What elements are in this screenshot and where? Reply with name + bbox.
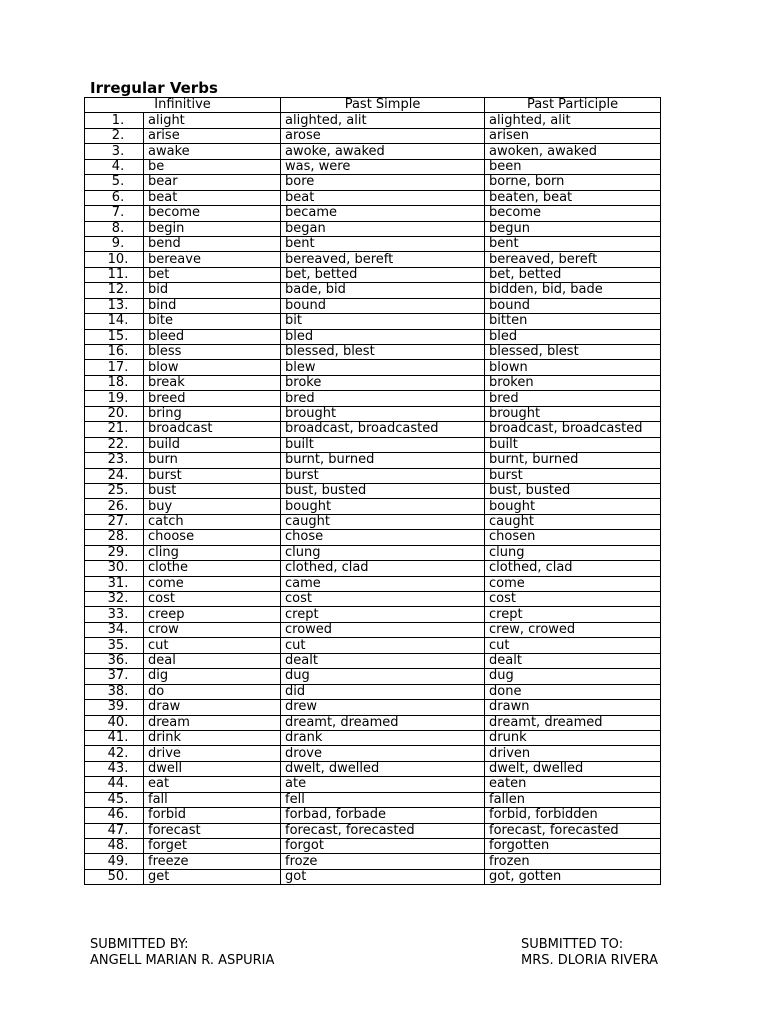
row-number: 7. [85, 206, 144, 221]
past-simple-cell: broke [281, 375, 485, 390]
row-number: 46. [85, 808, 144, 823]
table-row [85, 761, 661, 776]
past-simple-cell: got [281, 869, 485, 884]
column-header-past-participle: Past Participle [485, 98, 661, 113]
past-participle-cell: burnt, burned [485, 453, 661, 468]
row-number: 34. [85, 622, 144, 637]
table-row [85, 360, 661, 375]
row-number: 43. [85, 761, 144, 776]
past-simple-cell: crowed [281, 622, 485, 637]
infinitive-cell: forget [144, 839, 281, 854]
row-number: 23. [85, 453, 144, 468]
past-participle-cell: crew, crowed [485, 622, 661, 637]
past-simple-cell: bet, betted [281, 267, 485, 282]
submitted-to-label: SUBMITTED TO: [521, 937, 624, 952]
past-participle-cell: chosen [485, 530, 661, 545]
past-simple-cell: fell [281, 792, 485, 807]
table-row [85, 792, 661, 807]
row-number: 20. [85, 406, 144, 421]
table-row [85, 715, 661, 730]
past-simple-cell: froze [281, 854, 485, 869]
past-participle-cell: brought [485, 406, 661, 421]
infinitive-cell: arise [144, 128, 281, 143]
past-simple-cell: ate [281, 777, 485, 792]
row-number: 25. [85, 483, 144, 498]
row-number: 47. [85, 823, 144, 838]
infinitive-cell: bet [144, 267, 281, 282]
infinitive-cell: be [144, 159, 281, 174]
table-row [85, 700, 661, 715]
row-number: 11. [85, 267, 144, 282]
infinitive-cell: choose [144, 530, 281, 545]
infinitive-cell: buy [144, 499, 281, 514]
infinitive-cell: bust [144, 483, 281, 498]
irregular-verbs-table [84, 97, 661, 885]
row-number: 2. [85, 128, 144, 143]
table-row [85, 468, 661, 483]
row-number: 40. [85, 715, 144, 730]
past-simple-cell: drew [281, 700, 485, 715]
row-number: 26. [85, 499, 144, 514]
past-participle-cell: eaten [485, 777, 661, 792]
past-participle-cell: arisen [485, 128, 661, 143]
past-simple-cell: bereaved, bereft [281, 252, 485, 267]
past-participle-cell: got, gotten [485, 869, 661, 884]
table-row [85, 159, 661, 174]
infinitive-cell: bear [144, 175, 281, 190]
past-simple-cell: drank [281, 730, 485, 745]
infinitive-cell: become [144, 206, 281, 221]
infinitive-cell: breed [144, 391, 281, 406]
table-row [85, 730, 661, 745]
past-participle-cell: bust, busted [485, 483, 661, 498]
table-row [85, 437, 661, 452]
past-simple-cell: built [281, 437, 485, 452]
past-simple-cell: blew [281, 360, 485, 375]
past-simple-cell: bled [281, 329, 485, 344]
past-simple-cell: blessed, blest [281, 345, 485, 360]
column-header-infinitive: Infinitive [85, 98, 281, 113]
past-participle-cell: cost [485, 592, 661, 607]
table-row [85, 622, 661, 637]
row-number: 27. [85, 514, 144, 529]
past-simple-cell: dreamt, dreamed [281, 715, 485, 730]
past-simple-cell: brought [281, 406, 485, 421]
past-simple-cell: did [281, 684, 485, 699]
row-number: 37. [85, 669, 144, 684]
row-number: 9. [85, 236, 144, 251]
table-row [85, 561, 661, 576]
table-row [85, 283, 661, 298]
past-simple-cell: bade, bid [281, 283, 485, 298]
table-row [85, 777, 661, 792]
row-number: 21. [85, 422, 144, 437]
table-row [85, 128, 661, 143]
infinitive-cell: deal [144, 653, 281, 668]
past-participle-cell: dug [485, 669, 661, 684]
infinitive-cell: dwell [144, 761, 281, 776]
submitted-to-name: MRS. DLORIA RIVERA [521, 953, 659, 968]
infinitive-cell: bring [144, 406, 281, 421]
past-participle-cell: become [485, 206, 661, 221]
infinitive-cell: drive [144, 746, 281, 761]
table-row [85, 391, 661, 406]
past-simple-cell: beat [281, 190, 485, 205]
past-participle-cell: done [485, 684, 661, 699]
past-participle-cell: bitten [485, 314, 661, 329]
past-simple-cell: bent [281, 236, 485, 251]
row-number: 30. [85, 561, 144, 576]
past-simple-cell: was, were [281, 159, 485, 174]
row-number: 33. [85, 607, 144, 622]
past-participle-cell: drawn [485, 700, 661, 715]
row-number: 31. [85, 576, 144, 591]
table-row [85, 576, 661, 591]
past-simple-cell: chose [281, 530, 485, 545]
past-simple-cell: came [281, 576, 485, 591]
past-participle-cell: driven [485, 746, 661, 761]
infinitive-cell: bite [144, 314, 281, 329]
past-participle-cell: dealt [485, 653, 661, 668]
past-simple-cell: dealt [281, 653, 485, 668]
past-simple-cell: bust, busted [281, 483, 485, 498]
past-simple-cell: burnt, burned [281, 453, 485, 468]
row-number: 45. [85, 792, 144, 807]
table-row [85, 483, 661, 498]
row-number: 3. [85, 144, 144, 159]
table-row [85, 345, 661, 360]
past-participle-cell: borne, born [485, 175, 661, 190]
infinitive-cell: burn [144, 453, 281, 468]
infinitive-cell: catch [144, 514, 281, 529]
column-header-past-simple: Past Simple [281, 98, 485, 113]
past-simple-cell: clung [281, 545, 485, 560]
table-body [85, 113, 661, 885]
infinitive-cell: cut [144, 638, 281, 653]
past-participle-cell: alighted, alit [485, 113, 661, 128]
table-row [85, 684, 661, 699]
table-row [85, 236, 661, 251]
submitted-to-block [521, 937, 658, 969]
table-row [85, 453, 661, 468]
past-participle-cell: awoken, awaked [485, 144, 661, 159]
row-number: 48. [85, 839, 144, 854]
row-number: 36. [85, 653, 144, 668]
row-number: 10. [85, 252, 144, 267]
infinitive-cell: break [144, 375, 281, 390]
past-participle-cell: bet, betted [485, 267, 661, 282]
row-number: 6. [85, 190, 144, 205]
table-row [85, 638, 661, 653]
past-participle-cell: come [485, 576, 661, 591]
submitted-by-block [90, 937, 274, 969]
infinitive-cell: cling [144, 545, 281, 560]
infinitive-cell: forecast [144, 823, 281, 838]
past-participle-cell: forecast, forecasted [485, 823, 661, 838]
past-simple-cell: crept [281, 607, 485, 622]
infinitive-cell: burst [144, 468, 281, 483]
infinitive-cell: blow [144, 360, 281, 375]
infinitive-cell: dig [144, 669, 281, 684]
row-number: 32. [85, 592, 144, 607]
past-simple-cell: broadcast, broadcasted [281, 422, 485, 437]
submitted-by-label: SUBMITTED BY: [90, 937, 189, 952]
past-simple-cell: cost [281, 592, 485, 607]
past-participle-cell: frozen [485, 854, 661, 869]
table-row [85, 375, 661, 390]
infinitive-cell: bless [144, 345, 281, 360]
table-row [85, 545, 661, 560]
infinitive-cell: bind [144, 298, 281, 313]
past-participle-cell: dwelt, dwelled [485, 761, 661, 776]
past-participle-cell: clung [485, 545, 661, 560]
past-participle-cell: bent [485, 236, 661, 251]
past-simple-cell: bred [281, 391, 485, 406]
past-participle-cell: blown [485, 360, 661, 375]
past-participle-cell: bound [485, 298, 661, 313]
table-row [85, 298, 661, 313]
table-row [85, 329, 661, 344]
infinitive-cell: draw [144, 700, 281, 715]
table-row [85, 144, 661, 159]
table-row [85, 406, 661, 421]
infinitive-cell: get [144, 869, 281, 884]
past-simple-cell: forgot [281, 839, 485, 854]
past-simple-cell: began [281, 221, 485, 236]
infinitive-cell: awake [144, 144, 281, 159]
row-number: 50. [85, 869, 144, 884]
past-simple-cell: cut [281, 638, 485, 653]
past-participle-cell: dreamt, dreamed [485, 715, 661, 730]
table-row [85, 592, 661, 607]
document-title: Irregular Verbs [90, 79, 218, 97]
row-number: 28. [85, 530, 144, 545]
past-simple-cell: dug [281, 669, 485, 684]
infinitive-cell: fall [144, 792, 281, 807]
row-number: 44. [85, 777, 144, 792]
table-row [85, 808, 661, 823]
past-participle-cell: bought [485, 499, 661, 514]
row-number: 24. [85, 468, 144, 483]
past-participle-cell: cut [485, 638, 661, 653]
table-row [85, 499, 661, 514]
table-row [85, 206, 661, 221]
past-participle-cell: fallen [485, 792, 661, 807]
infinitive-cell: clothe [144, 561, 281, 576]
row-number: 35. [85, 638, 144, 653]
infinitive-cell: bid [144, 283, 281, 298]
infinitive-cell: bend [144, 236, 281, 251]
table-row [85, 221, 661, 236]
infinitive-cell: beat [144, 190, 281, 205]
past-simple-cell: forbad, forbade [281, 808, 485, 823]
row-number: 17. [85, 360, 144, 375]
table-row [85, 746, 661, 761]
past-simple-cell: alighted, alit [281, 113, 485, 128]
past-participle-cell: broadcast, broadcasted [485, 422, 661, 437]
table-row [85, 653, 661, 668]
past-participle-cell: bidden, bid, bade [485, 283, 661, 298]
table-row [85, 823, 661, 838]
past-participle-cell: blessed, blest [485, 345, 661, 360]
past-participle-cell: built [485, 437, 661, 452]
past-participle-cell: drunk [485, 730, 661, 745]
row-number: 38. [85, 684, 144, 699]
row-number: 5. [85, 175, 144, 190]
table-row [85, 854, 661, 869]
past-simple-cell: bound [281, 298, 485, 313]
past-simple-cell: dwelt, dwelled [281, 761, 485, 776]
infinitive-cell: come [144, 576, 281, 591]
past-participle-cell: forbid, forbidden [485, 808, 661, 823]
past-simple-cell: drove [281, 746, 485, 761]
row-number: 14. [85, 314, 144, 329]
row-number: 29. [85, 545, 144, 560]
row-number: 49. [85, 854, 144, 869]
past-simple-cell: arose [281, 128, 485, 143]
row-number: 15. [85, 329, 144, 344]
table-row [85, 267, 661, 282]
infinitive-cell: do [144, 684, 281, 699]
past-participle-cell: crept [485, 607, 661, 622]
table-row [85, 422, 661, 437]
infinitive-cell: crow [144, 622, 281, 637]
infinitive-cell: dream [144, 715, 281, 730]
past-simple-cell: bore [281, 175, 485, 190]
past-participle-cell: begun [485, 221, 661, 236]
past-participle-cell: forgotten [485, 839, 661, 854]
row-number: 22. [85, 437, 144, 452]
past-simple-cell: bit [281, 314, 485, 329]
infinitive-cell: drink [144, 730, 281, 745]
row-number: 1. [85, 113, 144, 128]
infinitive-cell: creep [144, 607, 281, 622]
past-participle-cell: bereaved, bereft [485, 252, 661, 267]
past-participle-cell: burst [485, 468, 661, 483]
table-row [85, 607, 661, 622]
infinitive-cell: broadcast [144, 422, 281, 437]
past-simple-cell: burst [281, 468, 485, 483]
table-row [85, 530, 661, 545]
submitted-by-name: ANGELL MARIAN R. ASPURIA [90, 953, 275, 968]
past-simple-cell: became [281, 206, 485, 221]
infinitive-cell: eat [144, 777, 281, 792]
past-participle-cell: beaten, beat [485, 190, 661, 205]
row-number: 16. [85, 345, 144, 360]
table-header-row [85, 98, 661, 113]
past-participle-cell: caught [485, 514, 661, 529]
row-number: 4. [85, 159, 144, 174]
table-row [85, 514, 661, 529]
past-simple-cell: forecast, forecasted [281, 823, 485, 838]
past-participle-cell: bred [485, 391, 661, 406]
row-number: 39. [85, 700, 144, 715]
past-participle-cell: broken [485, 375, 661, 390]
row-number: 12. [85, 283, 144, 298]
table-row [85, 839, 661, 854]
infinitive-cell: forbid [144, 808, 281, 823]
infinitive-cell: freeze [144, 854, 281, 869]
table-row [85, 252, 661, 267]
infinitive-cell: alight [144, 113, 281, 128]
infinitive-cell: cost [144, 592, 281, 607]
past-participle-cell: been [485, 159, 661, 174]
past-simple-cell: awoke, awaked [281, 144, 485, 159]
row-number: 19. [85, 391, 144, 406]
infinitive-cell: begin [144, 221, 281, 236]
row-number: 41. [85, 730, 144, 745]
row-number: 18. [85, 375, 144, 390]
past-participle-cell: bled [485, 329, 661, 344]
table-row [85, 669, 661, 684]
row-number: 8. [85, 221, 144, 236]
infinitive-cell: build [144, 437, 281, 452]
table-row [85, 869, 661, 884]
row-number: 13. [85, 298, 144, 313]
past-simple-cell: caught [281, 514, 485, 529]
table-row [85, 190, 661, 205]
table-row [85, 314, 661, 329]
table-row [85, 175, 661, 190]
past-participle-cell: clothed, clad [485, 561, 661, 576]
table-row [85, 113, 661, 128]
infinitive-cell: bereave [144, 252, 281, 267]
row-number: 42. [85, 746, 144, 761]
past-simple-cell: bought [281, 499, 485, 514]
past-simple-cell: clothed, clad [281, 561, 485, 576]
infinitive-cell: bleed [144, 329, 281, 344]
